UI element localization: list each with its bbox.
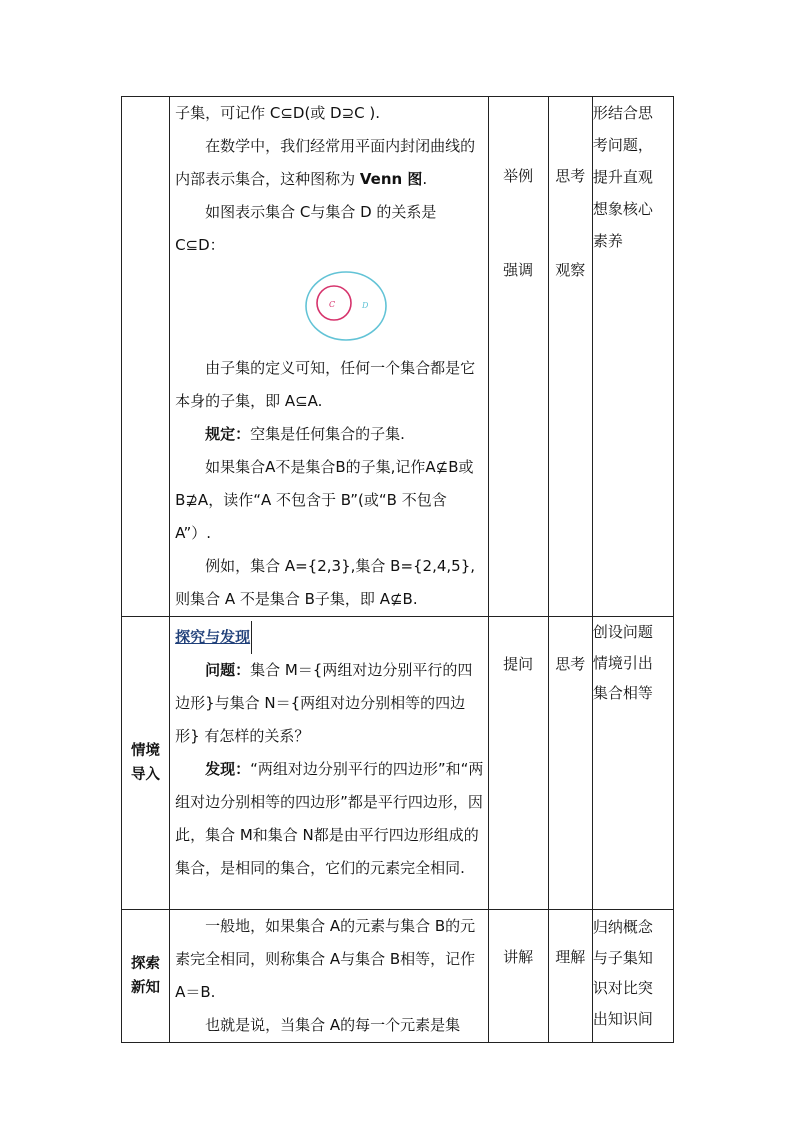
student-activity: 思考 bbox=[555, 167, 586, 185]
intent-line: 集合相等 bbox=[592, 684, 653, 702]
student-activity-cell bbox=[548, 617, 592, 910]
continuation-paragraph: 也就是说，当集合 A的每一个元素是集 bbox=[205, 1016, 461, 1034]
intent-line: 识对比突 bbox=[592, 979, 653, 997]
teacher-activity: 举例 bbox=[503, 167, 534, 185]
intent-line: 考问题， bbox=[592, 136, 653, 154]
intent-line: 提升直观 bbox=[592, 168, 653, 186]
teacher-activity: 提问 bbox=[503, 655, 534, 673]
intent-line: 素养 bbox=[592, 232, 623, 250]
content-cell bbox=[170, 910, 489, 1043]
student-activity: 理解 bbox=[555, 948, 586, 966]
teacher-activity: 讲解 bbox=[503, 948, 534, 966]
section-heading-line bbox=[170, 617, 488, 654]
intent-line: 与子集知 bbox=[592, 948, 653, 967]
venn-label-d: D bbox=[362, 301, 369, 310]
intent-line: 形结合思 bbox=[592, 104, 653, 122]
venn-figure-intro: 如图表示集合 C与集合 D 的关系是 C⊆D： bbox=[175, 203, 437, 254]
subset-notation-line: 子集，可记作 C⊆D(或 D⊇C ). bbox=[175, 104, 381, 122]
stage-label: 探索 bbox=[131, 956, 161, 972]
intent-line: 想象核心 bbox=[592, 200, 653, 218]
design-intent-cell bbox=[592, 97, 673, 617]
student-activity-cell bbox=[548, 910, 592, 1043]
student-activity: 思考 bbox=[555, 655, 586, 673]
teacher-activity: 强调 bbox=[503, 261, 534, 279]
student-activity: 观察 bbox=[555, 261, 586, 279]
section-heading: 探究与发现 bbox=[175, 621, 252, 654]
equality-definition-paragraph: 一般地，如果集合 A的元素与集合 B的元素完全相同，则称集合 A与集合 B相等，记作 A＝B. bbox=[175, 917, 476, 1001]
table-row bbox=[122, 910, 674, 1043]
stage-cell bbox=[122, 617, 170, 910]
venn-label-c: C bbox=[329, 300, 336, 309]
table-row bbox=[122, 97, 674, 617]
content-cell bbox=[170, 97, 489, 617]
example-paragraph: 例如，集合 A={2,3},集合 B={2,4,5},则集合 A 不是集合 B子集，即 A⊈B. bbox=[175, 557, 476, 608]
teacher-activity-cell bbox=[488, 617, 548, 910]
design-intent-cell bbox=[592, 910, 673, 1043]
discovery-paragraph: 发现：“两组对边分别平行的四边形”和“两组对边分别相等的四边形”都是平行四边形，因此，集合 M和集合 N都是由平行四边形组成的集合，是相同的集合，它们的元素完全相同. bbox=[175, 760, 484, 877]
self-subset-paragraph: 由子集的定义可知，任何一个集合都是它本身的子集，即 A⊆A. bbox=[175, 359, 476, 410]
teacher-activity-cell bbox=[488, 910, 548, 1043]
lesson-plan-table bbox=[121, 96, 674, 1043]
intent-line: 情境引出 bbox=[592, 653, 653, 672]
teacher-activity-cell bbox=[488, 97, 548, 617]
student-activity-cell bbox=[548, 97, 592, 617]
stage-label: 情境 bbox=[131, 743, 161, 759]
stage-cell bbox=[122, 910, 170, 1043]
venn-diagram bbox=[304, 270, 388, 342]
venn-definition-paragraph: 在数学中，我们经常用平面内封闭曲线的内部表示集合，这种图称为 Venn 图. bbox=[175, 137, 476, 188]
intent-line: 出知识间 bbox=[592, 1009, 653, 1028]
stage-label: 新知 bbox=[131, 980, 161, 996]
intent-line: 创设问题 bbox=[592, 623, 653, 641]
empty-set-rule: 规定：空集是任何集合的子集. bbox=[205, 425, 405, 443]
content-cell bbox=[170, 617, 489, 910]
intent-line: 归纳概念 bbox=[592, 918, 653, 936]
design-intent-cell bbox=[592, 617, 673, 910]
stage-cell bbox=[122, 97, 170, 617]
stage-label: 导入 bbox=[131, 767, 161, 783]
question-paragraph: 问题：集合 M＝{两组对边分别平行的四边形}与集合 N＝{两组对边分别相等的四边形} 有怎样的关系？ bbox=[175, 661, 473, 745]
not-subset-paragraph: 如果集合A不是集合B的子集,记作A⊈B或B⊉A，读作“A 不包含于 B”(或“B 不包含 A”）. bbox=[175, 458, 474, 542]
table-row bbox=[122, 617, 674, 910]
